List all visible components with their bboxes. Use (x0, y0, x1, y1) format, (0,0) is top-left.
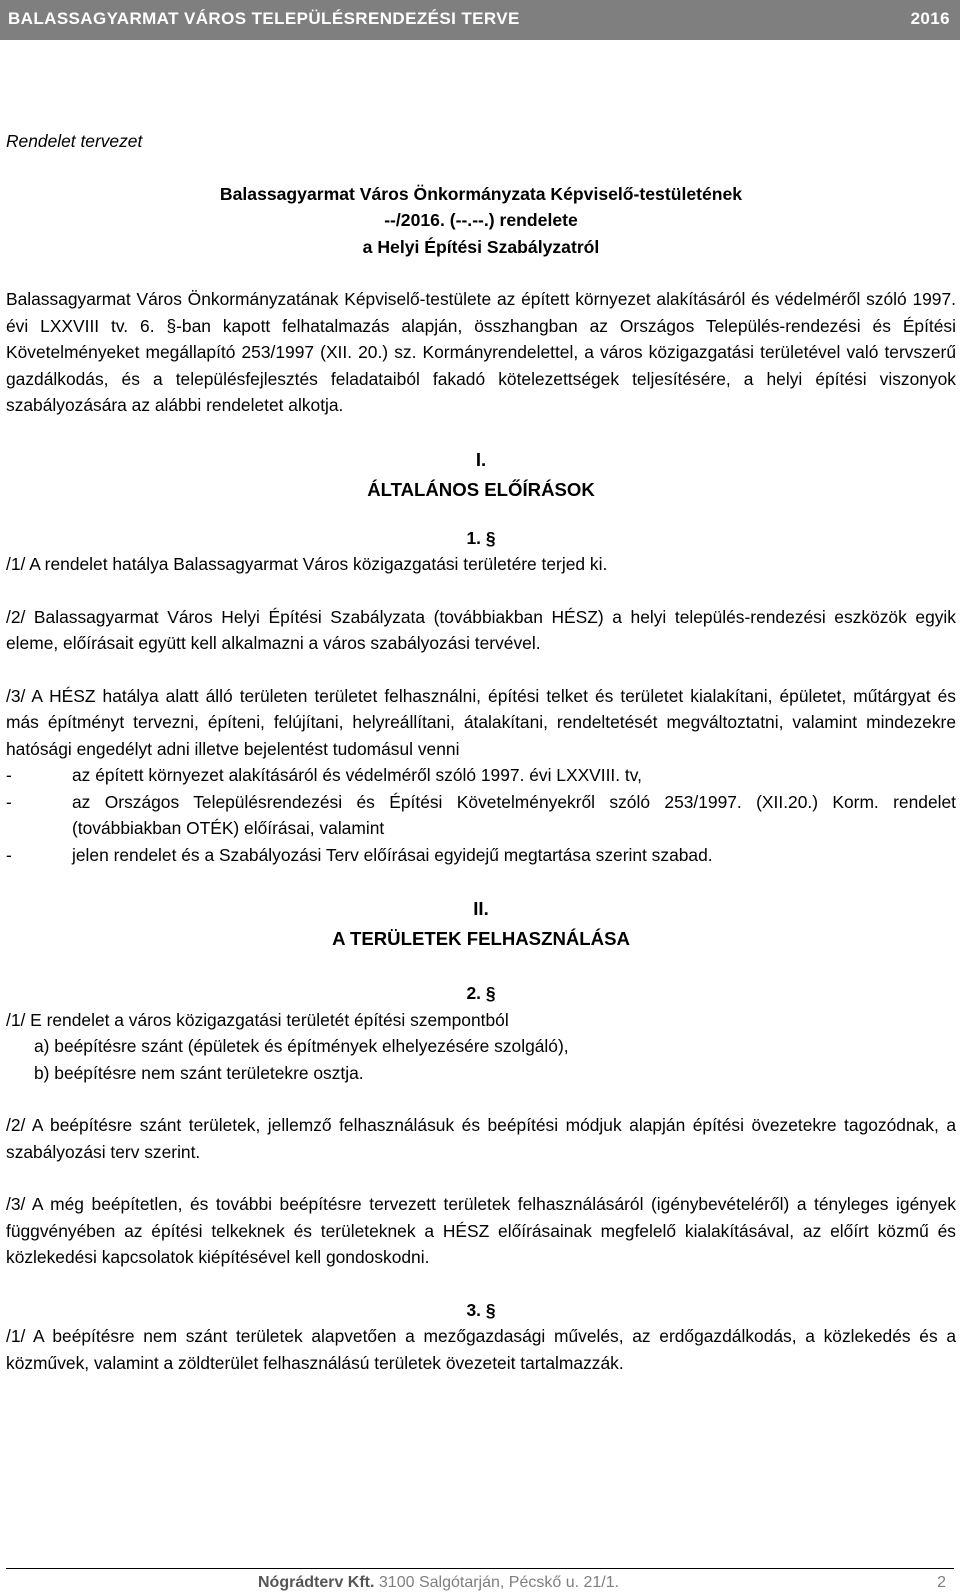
section-1-number: 1. § (466, 527, 496, 548)
decree-title (6, 181, 956, 261)
footer-rule (6, 1568, 954, 1569)
footer-address: 3100 Salgótarján, Pécskő u. 21/1. (378, 1574, 620, 1591)
section-1-para-3: /3/ A HÉSZ hatálya alatt álló területen területet felhasználni, építési telket és területet kialakítani, épületet, műtárgyat és más építményt tervezni, építeni, felújítani, helyreállítani, átalakítani, rendeltetését megváltoztatni, valamint mindezekre hatósági engedélyt adni illetve bejelentést tudomásul venni (6, 685, 956, 759)
decree-title-line-1: Balassagyarmat Város Önkormányzata Képviselő-testületének (219, 183, 743, 204)
section-2-number: 2. § (466, 983, 496, 1003)
list-item: - az épített környezet alakításáról és védelméről szóló 1997. évi LXXVIII. tv, (6, 765, 642, 785)
section-2-para-2: /2/ A beépítésre szánt területek, jellemző felhasználásuk és beépítési módjuk alapján építési övezetekre tagozódnak, a szabályozási terv szerint. (6, 1115, 956, 1162)
chapter-2-title: A TERÜLETEK FELHASZNÁLÁSA (332, 928, 630, 949)
chapter-1-heading (6, 445, 956, 505)
chapter-2-heading (6, 894, 956, 954)
chapter-1-number: I. (475, 448, 487, 470)
footer-company (258, 1574, 619, 1592)
section-2-para-3: /3/ A még beépítetlen, és további beépítésre tervezett területek felhasználásáról (igénybevételéről) a tényleges igények függvényében az építési telkeknek és területeknek a HÉSZ előírásainak megfelelő kialakításával, az előírt közmű és közlekedési kapcsolatok kiépítésével kell gondoskodni. (6, 1194, 956, 1267)
draft-label: Rendelet tervezet (6, 131, 143, 151)
chapter-1-title: ÁLTALÁNOS ELŐÍRÁSOK (367, 478, 595, 500)
page-number: 2 (937, 1574, 946, 1591)
decree-title-line-2: --/2016. (--.--.) rendelete (384, 210, 578, 230)
section-1-para-2: /2/ Balassagyarmat Város Helyi Építési Szabályzata (továbbiakban HÉSZ) a helyi település-rendezési eszközök egyik eleme, előírásait együtt kell alkalmazni a város szabályozási tervével. (6, 606, 956, 653)
header-title: BALASSAGYARMAT VÁROS TELEPÜLÉSRENDEZÉSI TERVE (8, 9, 520, 28)
page-footer (0, 1568, 960, 1593)
section-2-item-list (6, 1033, 956, 1086)
section-2-para-1: /1/ E rendelet a város közigazgatási területét építési szempontból (6, 1009, 509, 1030)
page-header (0, 0, 960, 40)
section-3-number: 3. § (466, 1299, 496, 1320)
chapter-2-number: II. (473, 898, 489, 919)
header-year: 2016 (910, 9, 950, 28)
section-1-bullet-list (6, 762, 956, 868)
list-item: - az Országos Településrendezési és Építési Követelményekről szóló 253/1997. (XII.20.) Korm. rendelet (továbbiakban OTÉK) előírásai, valamint (6, 791, 956, 838)
section-1-para-1: /1/ A rendelet hatálya Balassagyarmat Város közigazgatási területére terjed ki. (6, 554, 608, 574)
list-item: - jelen rendelet és a Szabályozási Terv előírásai egyidejű megtartása szerint szabad. (6, 844, 713, 865)
decree-title-line-3: a Helyi Építési Szabályzatról (362, 236, 600, 257)
list-item: a) beépítésre szánt (épületek és építmények elhelyezésére szolgáló), (34, 1036, 569, 1056)
preamble: Balassagyarmat Város Önkormányzatának Képviselő-testülete az épített környezet alakításáról és védelméről szóló 1997. évi LXXVIII tv. 6. §-ban kapott felhatalmazás alapján, összhangban az Országos Település-rendezési és Építési Követelményeket megállapító 253/1997 (XII. 20.) sz. Kormányrendelettel, a város közigazgatási területével való tervszerű gazdálkodás, és a településfejlesztés feladataiból fakadó kötelezettségek teljesítésére, a helyi építési viszonyok szabályozására az alábbi rendeletet alkotja. (6, 289, 956, 415)
list-item: b) beépítésre nem szánt területekre osztja. (34, 1062, 364, 1083)
section-3-para-1: /1/ A beépítésre nem szánt területek alapvetően a mezőgazdasági művelés, az erdőgazdálkodás, a közlekedés és a közművek, valamint a zöldterület felhasználású területek övezeteit tartalmazzák. (6, 1326, 956, 1373)
footer-company-name: Nógrádterv Kft. (258, 1574, 375, 1591)
document-body (6, 128, 956, 1376)
